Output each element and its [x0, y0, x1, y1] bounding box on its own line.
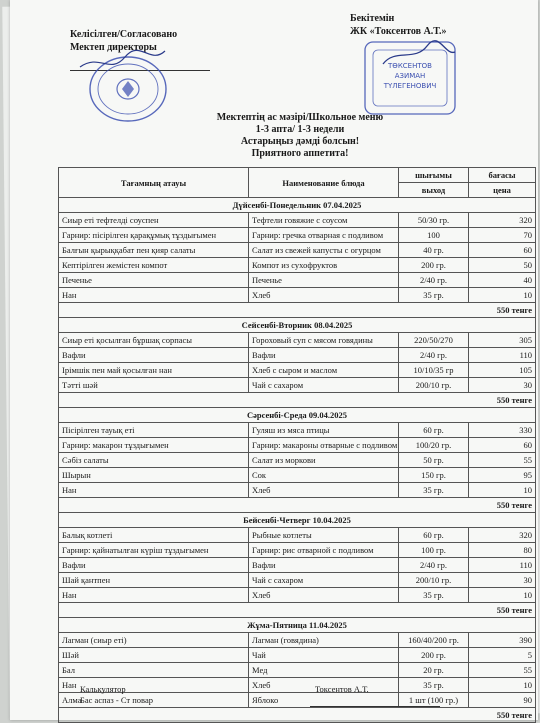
table-row	[59, 363, 536, 378]
dish-yield: 35 гр.	[399, 678, 469, 693]
dish-price: 95	[469, 468, 536, 483]
dish-name-russian: Салат из моркови	[249, 453, 399, 468]
approval-right	[350, 12, 446, 38]
column-header-yield: выход	[399, 183, 469, 198]
dish-name-russian: Хлеб	[249, 678, 399, 693]
day-header-row	[59, 318, 536, 333]
dish-price: 105	[469, 363, 536, 378]
day-header-row	[59, 513, 536, 528]
menu-document	[10, 0, 538, 720]
dish-name-kazakh: Гарнир: қайнатылған күріш тұздығымен	[59, 543, 249, 558]
day-total: 550 тенге	[59, 498, 536, 513]
column-header-price: цена	[469, 183, 536, 198]
title-line-1: Мектептің ас мәзірі/Школьное меню	[216, 112, 384, 123]
dish-name-kazakh: Шырын	[59, 468, 249, 483]
dish-price: 30	[469, 378, 536, 393]
dish-name-kazakh: Печенье	[59, 273, 249, 288]
signer-name: Токсентов А.Т.	[315, 684, 369, 694]
dish-price: 70	[469, 228, 536, 243]
dish-yield: 200 гр.	[399, 648, 469, 663]
approve-label: Бекітемін	[350, 13, 395, 24]
signature-line-right	[310, 706, 440, 707]
dish-price: 320	[469, 213, 536, 228]
day-header-row	[59, 198, 536, 213]
dish-name-kazakh: Балық котлеті	[59, 528, 249, 543]
table-row	[59, 438, 536, 453]
column-header-russian: Наименование блюда	[249, 168, 399, 198]
dish-name-kazakh: Нан	[59, 288, 249, 303]
calculator-label: Калькулятор	[80, 684, 126, 694]
dish-name-russian: Хлеб с сыром и маслом	[249, 363, 399, 378]
dish-name-kazakh: Пісірілген тауық еті	[59, 423, 249, 438]
table-row	[59, 243, 536, 258]
dish-name-kazakh: Балғын қырыққабат пен қияр салаты	[59, 243, 249, 258]
dish-yield: 60 гр.	[399, 423, 469, 438]
dish-price: 50	[469, 258, 536, 273]
dish-yield: 200/10 гр.	[399, 573, 469, 588]
dish-price: 110	[469, 558, 536, 573]
dish-price: 330	[469, 423, 536, 438]
column-header-kazakh: Тағамның атауы	[59, 168, 249, 198]
svg-text:АЗИМАН: АЗИМАН	[394, 72, 426, 80]
footer-right	[315, 684, 369, 695]
dish-price: 60	[469, 243, 536, 258]
dish-name-kazakh: Сәбіз салаты	[59, 453, 249, 468]
dish-price: 10	[469, 678, 536, 693]
company-stamp	[355, 38, 465, 118]
dish-name-russian: Чай	[249, 648, 399, 663]
dish-price: 30	[469, 573, 536, 588]
dish-name-russian: Яблоко	[249, 693, 399, 708]
day-title: Жұма-Пятница 11.04.2025	[59, 618, 536, 633]
dish-name-russian: Хлеб	[249, 588, 399, 603]
table-row	[59, 378, 536, 393]
dish-price: 110	[469, 348, 536, 363]
table-row	[59, 663, 536, 678]
dish-price: 10	[469, 483, 536, 498]
dish-yield: 35 гр.	[399, 288, 469, 303]
title-line-2: 1-3 апта/ 1-3 недели	[255, 124, 345, 135]
dish-name-russian: Гарнир: макароны отварные с подливом	[249, 438, 399, 453]
table-row	[59, 228, 536, 243]
chef-label: Бас аспаз - Ст повар	[80, 695, 153, 705]
dish-price: 305	[469, 333, 536, 348]
title-line-4: Приятного аппетита!	[251, 148, 349, 159]
dish-name-russian: Чай с сахаром	[249, 378, 399, 393]
dish-name-kazakh: Шәй	[59, 648, 249, 663]
day-total: 550 тенге	[59, 393, 536, 408]
dish-price: 390	[469, 633, 536, 648]
day-header-row	[59, 618, 536, 633]
dish-yield: 20 гр.	[399, 663, 469, 678]
dish-price: 55	[469, 663, 536, 678]
dish-yield: 2/40 гр.	[399, 348, 469, 363]
dish-name-russian: Гороховый суп с мясом говядины	[249, 333, 399, 348]
company-label: ЖК «Токсентов А.Т.»	[350, 26, 447, 37]
day-total-row	[59, 393, 536, 408]
dish-name-kazakh: Гарнир: пісірілген қарақұмық тұздығымен	[59, 228, 249, 243]
table-row	[59, 483, 536, 498]
dish-price: 80	[469, 543, 536, 558]
dish-name-kazakh: Сиыр еті қосылған бұршақ сорпасы	[59, 333, 249, 348]
table-row	[59, 423, 536, 438]
dish-name-russian: Салат из свежей капусты с огурцом	[249, 243, 399, 258]
table-row	[59, 468, 536, 483]
dish-name-kazakh: Нан	[59, 678, 249, 693]
dish-name-kazakh: Нан	[59, 483, 249, 498]
dish-name-kazakh: Тәтті шәй	[59, 378, 249, 393]
table-row	[59, 633, 536, 648]
dish-yield: 200/10 гр.	[399, 378, 469, 393]
svg-text:ТӨКСЕНТОВ: ТӨКСЕНТОВ	[388, 62, 432, 70]
dish-price: 40	[469, 273, 536, 288]
dish-name-russian: Тефтели говяжие с соусом	[249, 213, 399, 228]
agreed-label: Келісілген/Согласовано	[70, 29, 178, 40]
table-row	[59, 573, 536, 588]
dish-name-russian: Рыбные котлеты	[249, 528, 399, 543]
table-row	[59, 648, 536, 663]
table-row	[59, 348, 536, 363]
dish-name-kazakh: Бал	[59, 663, 249, 678]
day-title: Сейсенбі-Вторник 08.04.2025	[59, 318, 536, 333]
column-header-price-kz: бағасы	[469, 168, 536, 183]
school-director-label: Мектеп директоры	[70, 42, 157, 53]
dish-yield: 160/40/200 гр.	[399, 633, 469, 648]
dish-name-russian: Гарнир: рис отварной с подливом	[249, 543, 399, 558]
dish-name-russian: Хлеб	[249, 288, 399, 303]
dish-yield: 60 гр.	[399, 528, 469, 543]
table-row	[59, 273, 536, 288]
dish-name-kazakh: Шай қантпен	[59, 573, 249, 588]
dish-yield: 40 гр.	[399, 243, 469, 258]
school-stamp-and-signature	[70, 45, 180, 125]
table-row	[59, 528, 536, 543]
menu-table	[58, 167, 536, 723]
dish-yield: 200 гр.	[399, 258, 469, 273]
day-total: 550 тенге	[59, 303, 536, 318]
dish-name-russian: Вафли	[249, 558, 399, 573]
table-row	[59, 258, 536, 273]
day-total-row	[59, 603, 536, 618]
dish-yield: 100/20 гр.	[399, 438, 469, 453]
day-total-row	[59, 498, 536, 513]
dish-name-kazakh: Вафли	[59, 558, 249, 573]
day-total: 550 тенге	[59, 603, 536, 618]
dish-price: 55	[469, 453, 536, 468]
dish-name-kazakh: Алма	[59, 693, 249, 708]
dish-name-kazakh: Кептірілген жемістен компот	[59, 258, 249, 273]
dish-yield: 50 гр.	[399, 453, 469, 468]
day-title: Сәрсенбі-Среда 09.04.2025	[59, 408, 536, 423]
column-header-yield-kz: шығымы	[399, 168, 469, 183]
dish-name-kazakh: Нан	[59, 588, 249, 603]
table-row	[59, 288, 536, 303]
table-row	[59, 453, 536, 468]
dish-name-kazakh: Вафли	[59, 348, 249, 363]
dish-yield: 50/30 гр.	[399, 213, 469, 228]
dish-name-russian: Гуляш из мяса птицы	[249, 423, 399, 438]
table-row	[59, 213, 536, 228]
dish-name-russian: Чай с сахаром	[249, 573, 399, 588]
dish-name-russian: Компот из сухофруктов	[249, 258, 399, 273]
dish-yield: 10/10/35 гр	[399, 363, 469, 378]
dish-name-russian: Лагман (говядина)	[249, 633, 399, 648]
dish-name-russian: Хлеб	[249, 483, 399, 498]
day-total-row	[59, 708, 536, 723]
dish-name-russian: Вафли	[249, 348, 399, 363]
day-total: 550 тенге	[59, 708, 536, 723]
dish-price: 10	[469, 588, 536, 603]
dish-name-russian: Сок	[249, 468, 399, 483]
dish-name-russian: Мед	[249, 663, 399, 678]
dish-name-russian: Печенье	[249, 273, 399, 288]
dish-yield: 220/50/270	[399, 333, 469, 348]
dish-yield: 100	[399, 228, 469, 243]
dish-yield: 100 гр.	[399, 543, 469, 558]
dish-name-kazakh: Сиыр еті тефтелді соуспен	[59, 213, 249, 228]
dish-price: 5	[469, 648, 536, 663]
footer-left	[80, 684, 153, 706]
dish-yield: 150 гр.	[399, 468, 469, 483]
dish-name-russian: Гарнир: гречка отварная с подливом	[249, 228, 399, 243]
dish-yield: 2/40 гр.	[399, 558, 469, 573]
dish-name-kazakh: Ірімшік пен май қосылған нан	[59, 363, 249, 378]
title-line-3: Астарыңыз дәмді болсын!	[240, 136, 360, 147]
svg-text:ТҮЛЕГЕНОВИЧ: ТҮЛЕГЕНОВИЧ	[383, 82, 437, 90]
table-row	[59, 558, 536, 573]
table-row	[59, 543, 536, 558]
day-total-row	[59, 303, 536, 318]
dish-yield: 2/40 гр.	[399, 273, 469, 288]
dish-price: 90	[469, 693, 536, 708]
dish-yield: 35 гр.	[399, 588, 469, 603]
menu-title	[200, 112, 400, 160]
dish-name-kazakh: Лагман (сиыр еті)	[59, 633, 249, 648]
dish-yield: 1 шт (100 гр.)	[399, 693, 469, 708]
dish-name-kazakh: Гарнир: макарон тұздығымен	[59, 438, 249, 453]
dish-yield: 35 гр.	[399, 483, 469, 498]
day-title: Дүйсенбі-Понедельник 07.04.2025	[59, 198, 536, 213]
table-row	[59, 333, 536, 348]
day-title: Бейсенбі-Четверг 10.04.2025	[59, 513, 536, 528]
dish-price: 60	[469, 438, 536, 453]
day-header-row	[59, 408, 536, 423]
table-row	[59, 588, 536, 603]
dish-price: 10	[469, 288, 536, 303]
dish-price: 320	[469, 528, 536, 543]
